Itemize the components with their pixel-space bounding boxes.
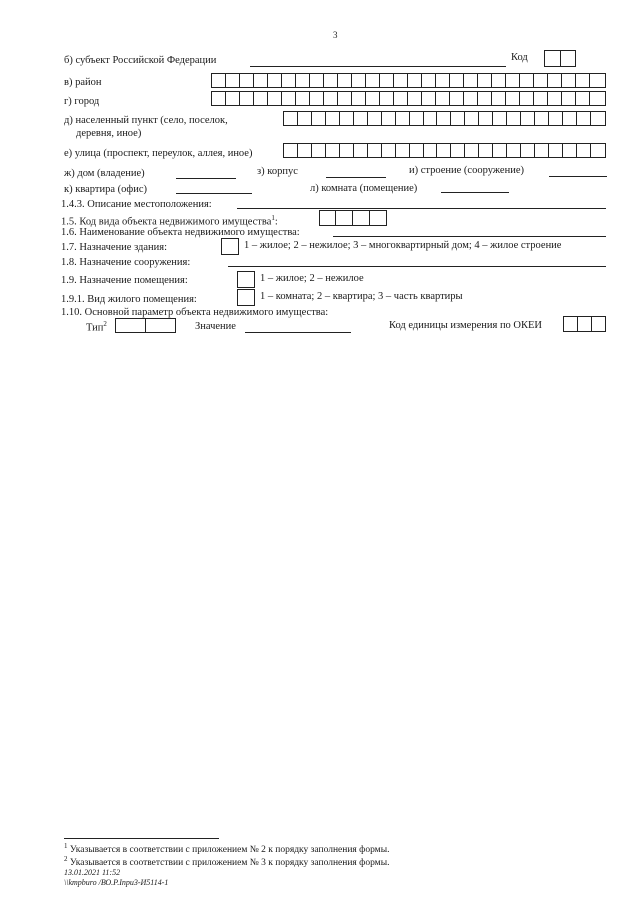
input-cell[interactable]	[212, 92, 226, 105]
input-cell[interactable]	[338, 74, 352, 87]
item-1-7-label: 1.7. Назначение здания:	[61, 242, 168, 253]
input-cell[interactable]	[549, 112, 563, 125]
district-cells[interactable]	[211, 73, 606, 88]
input-cell[interactable]	[226, 74, 240, 87]
input-cell[interactable]	[284, 112, 298, 125]
input-cell[interactable]	[520, 74, 534, 87]
input-cell[interactable]	[479, 112, 493, 125]
input-cell[interactable]	[354, 112, 368, 125]
input-cell[interactable]	[563, 112, 577, 125]
input-cell[interactable]	[366, 92, 380, 105]
input-cell[interactable]	[354, 144, 368, 157]
subject-label: б) субъект Российской Федерации	[64, 55, 217, 66]
input-cell[interactable]	[254, 92, 268, 105]
item-1-4-3-label: 1.4.3. Описание местоположения:	[61, 199, 212, 210]
footnote-2: $^2$ Указывается в соответствии с приложением № 3 к порядку заполнения формы.	[64, 855, 390, 869]
item-1-10-type-cells[interactable]	[115, 318, 176, 333]
item-1-7-box[interactable]	[221, 238, 239, 255]
subject-code-label: Код	[511, 52, 528, 63]
item-1-10-value-field[interactable]	[245, 332, 351, 333]
input-cell[interactable]	[563, 144, 577, 157]
street-cells[interactable]	[283, 143, 606, 158]
input-cell[interactable]	[535, 112, 549, 125]
input-cell[interactable]	[450, 92, 464, 105]
input-cell[interactable]	[366, 74, 380, 87]
input-cell[interactable]	[296, 92, 310, 105]
item-1-9-1-label: 1.9.1. Вид жилого помещения:	[61, 294, 197, 305]
input-cell[interactable]	[507, 112, 521, 125]
apartment-label: к) квартира (офис)	[64, 184, 147, 195]
item-1-7-options: 1 – жилое; 2 – нежилое; 3 – многоквартирный дом; 4 – жилое строение	[244, 240, 562, 251]
street-label: е) улица (проспект, переулок, аллея, иное)	[64, 148, 253, 159]
item-1-10-label: 1.10. Основной параметр объекта недвижимого имущества:	[61, 307, 329, 318]
input-cell[interactable]	[535, 144, 549, 157]
item-1-8-label: 1.8. Назначение сооружения:	[61, 257, 191, 268]
input-cell[interactable]	[212, 74, 226, 87]
input-cell[interactable]	[320, 211, 336, 225]
input-cell[interactable]	[240, 92, 254, 105]
input-cell[interactable]	[534, 74, 548, 87]
footnote-separator	[64, 838, 219, 839]
input-cell[interactable]	[336, 211, 353, 225]
input-cell[interactable]	[370, 211, 386, 225]
input-cell[interactable]	[298, 112, 312, 125]
input-cell[interactable]	[548, 92, 562, 105]
input-cell[interactable]	[394, 74, 408, 87]
input-cell[interactable]	[408, 74, 422, 87]
input-cell[interactable]	[437, 144, 451, 157]
room-label: л) комната (помещение)	[310, 183, 418, 194]
input-cell[interactable]	[564, 317, 578, 331]
input-cell[interactable]	[478, 92, 492, 105]
item-1-9-label: 1.9. Назначение помещения:	[61, 275, 188, 286]
input-cell[interactable]	[479, 144, 493, 157]
input-cell[interactable]	[410, 144, 424, 157]
input-cell[interactable]	[380, 74, 394, 87]
input-cell[interactable]	[562, 74, 576, 87]
input-cell[interactable]	[590, 74, 604, 87]
input-cell[interactable]	[352, 92, 366, 105]
apartment-field[interactable]	[176, 193, 252, 194]
input-cell[interactable]	[324, 92, 338, 105]
input-cell[interactable]	[368, 144, 382, 157]
settlement-label-line2: деревня, иное)	[76, 128, 142, 139]
input-cell[interactable]	[410, 112, 424, 125]
input-cell[interactable]	[451, 144, 465, 157]
input-cell[interactable]	[478, 74, 492, 87]
input-cell[interactable]	[268, 74, 282, 87]
settlement-label-line1: д) населенный пункт (село, поселок,	[64, 115, 228, 126]
input-cell[interactable]	[146, 319, 175, 332]
item-1-9-1-box[interactable]	[237, 289, 255, 306]
input-cell[interactable]	[382, 112, 396, 125]
city-label: г) город	[64, 96, 100, 107]
input-cell[interactable]	[549, 144, 563, 157]
file-path: \\kmpburo /ВО.Р.Inpu3-И5114-1	[64, 878, 169, 887]
room-field[interactable]	[441, 192, 509, 193]
input-cell[interactable]	[424, 144, 438, 157]
item-1-5-cells[interactable]	[319, 210, 387, 226]
input-cell[interactable]	[282, 74, 296, 87]
input-cell[interactable]	[534, 92, 548, 105]
item-1-9-options: 1 – жилое; 2 – нежилое	[260, 273, 364, 284]
building-label: з) корпус	[257, 166, 298, 177]
input-cell[interactable]	[408, 92, 422, 105]
input-cell[interactable]	[492, 74, 506, 87]
input-cell[interactable]	[493, 144, 507, 157]
input-cell[interactable]	[296, 74, 310, 87]
input-cell[interactable]	[284, 144, 298, 157]
item-1-10-okei-label: Код единицы измерения по ОКЕИ	[389, 320, 543, 331]
item-1-4-3-field[interactable]	[237, 208, 606, 209]
house-field[interactable]	[176, 178, 236, 179]
input-cell[interactable]	[451, 112, 465, 125]
input-cell[interactable]	[520, 92, 534, 105]
input-cell[interactable]	[298, 144, 312, 157]
input-cell[interactable]	[591, 144, 605, 157]
input-cell[interactable]	[507, 144, 521, 157]
structure-field[interactable]	[549, 176, 607, 177]
subject-field[interactable]	[250, 66, 506, 67]
page-number: 3	[333, 30, 338, 40]
item-1-10-type-label: Тип$^2$	[86, 320, 107, 334]
input-cell[interactable]	[312, 144, 326, 157]
input-cell[interactable]	[353, 211, 370, 225]
item-1-5-label: 1.5. Код вида объекта недвижимого имущества$^1$:	[61, 214, 278, 228]
input-cell[interactable]	[492, 92, 506, 105]
input-cell[interactable]	[590, 92, 604, 105]
input-cell[interactable]	[396, 112, 410, 125]
input-cell[interactable]	[268, 92, 282, 105]
item-1-9-box[interactable]	[237, 271, 255, 288]
input-cell[interactable]	[562, 92, 576, 105]
input-cell[interactable]	[578, 317, 592, 331]
input-cell[interactable]	[577, 112, 591, 125]
print-timestamp: 13.01.2021 11:52	[64, 868, 121, 877]
district-label: в) район	[64, 77, 102, 88]
input-cell[interactable]	[576, 74, 590, 87]
input-cell[interactable]	[422, 92, 436, 105]
input-cell[interactable]	[310, 74, 324, 87]
input-cell[interactable]	[545, 51, 561, 66]
input-cell[interactable]	[548, 74, 562, 87]
input-cell[interactable]	[521, 144, 535, 157]
input-cell[interactable]	[464, 92, 478, 105]
input-cell[interactable]	[465, 112, 479, 125]
input-cell[interactable]	[493, 112, 507, 125]
input-cell[interactable]	[577, 144, 591, 157]
input-cell[interactable]	[521, 112, 535, 125]
input-cell[interactable]	[592, 317, 605, 331]
item-1-6-label: 1.6. Наименование объекта недвижимого имущества:	[61, 227, 300, 238]
input-cell[interactable]	[506, 74, 520, 87]
input-cell[interactable]	[591, 112, 605, 125]
input-cell[interactable]	[324, 74, 338, 87]
input-cell[interactable]	[382, 144, 396, 157]
item-1-9-1-options: 1 – комната; 2 – квартира; 3 – часть квартиры	[260, 291, 463, 302]
subject-code-cells[interactable]	[544, 50, 576, 67]
house-label: ж) дом (владение)	[64, 168, 145, 179]
input-cell[interactable]	[380, 92, 394, 105]
input-cell[interactable]	[312, 112, 326, 125]
item-1-10-value-label: Значение	[195, 321, 236, 332]
input-cell[interactable]	[396, 144, 410, 157]
input-cell[interactable]	[226, 92, 240, 105]
input-cell[interactable]	[326, 144, 340, 157]
city-cells[interactable]	[211, 91, 606, 106]
input-cell[interactable]	[436, 74, 450, 87]
input-cell[interactable]	[254, 74, 268, 87]
input-cell[interactable]	[326, 112, 340, 125]
input-cell[interactable]	[240, 74, 254, 87]
structure-label: и) строение (сооружение)	[409, 165, 524, 176]
footnote-1: $^1$ Указывается в соответствии с приложением № 2 к порядку заполнения формы.	[64, 842, 390, 856]
input-cell[interactable]	[506, 92, 520, 105]
input-cell[interactable]	[282, 92, 296, 105]
input-cell[interactable]	[464, 74, 478, 87]
input-cell[interactable]	[352, 74, 366, 87]
input-cell[interactable]	[465, 144, 479, 157]
item-1-10-okei-cells[interactable]	[563, 316, 606, 332]
item-1-8-field[interactable]	[228, 266, 606, 267]
input-cell[interactable]	[368, 112, 382, 125]
input-cell[interactable]	[576, 92, 590, 105]
input-cell[interactable]	[394, 92, 408, 105]
input-cell[interactable]	[340, 144, 354, 157]
item-1-6-field[interactable]	[333, 236, 606, 237]
building-field[interactable]	[326, 177, 386, 178]
input-cell[interactable]	[424, 112, 438, 125]
input-cell[interactable]	[340, 112, 354, 125]
input-cell[interactable]	[436, 92, 450, 105]
input-cell[interactable]	[310, 92, 324, 105]
input-cell[interactable]	[437, 112, 451, 125]
input-cell[interactable]	[116, 319, 146, 332]
settlement-cells[interactable]	[283, 111, 606, 126]
input-cell[interactable]	[338, 92, 352, 105]
input-cell[interactable]	[422, 74, 436, 87]
input-cell[interactable]	[561, 51, 576, 66]
input-cell[interactable]	[450, 74, 464, 87]
